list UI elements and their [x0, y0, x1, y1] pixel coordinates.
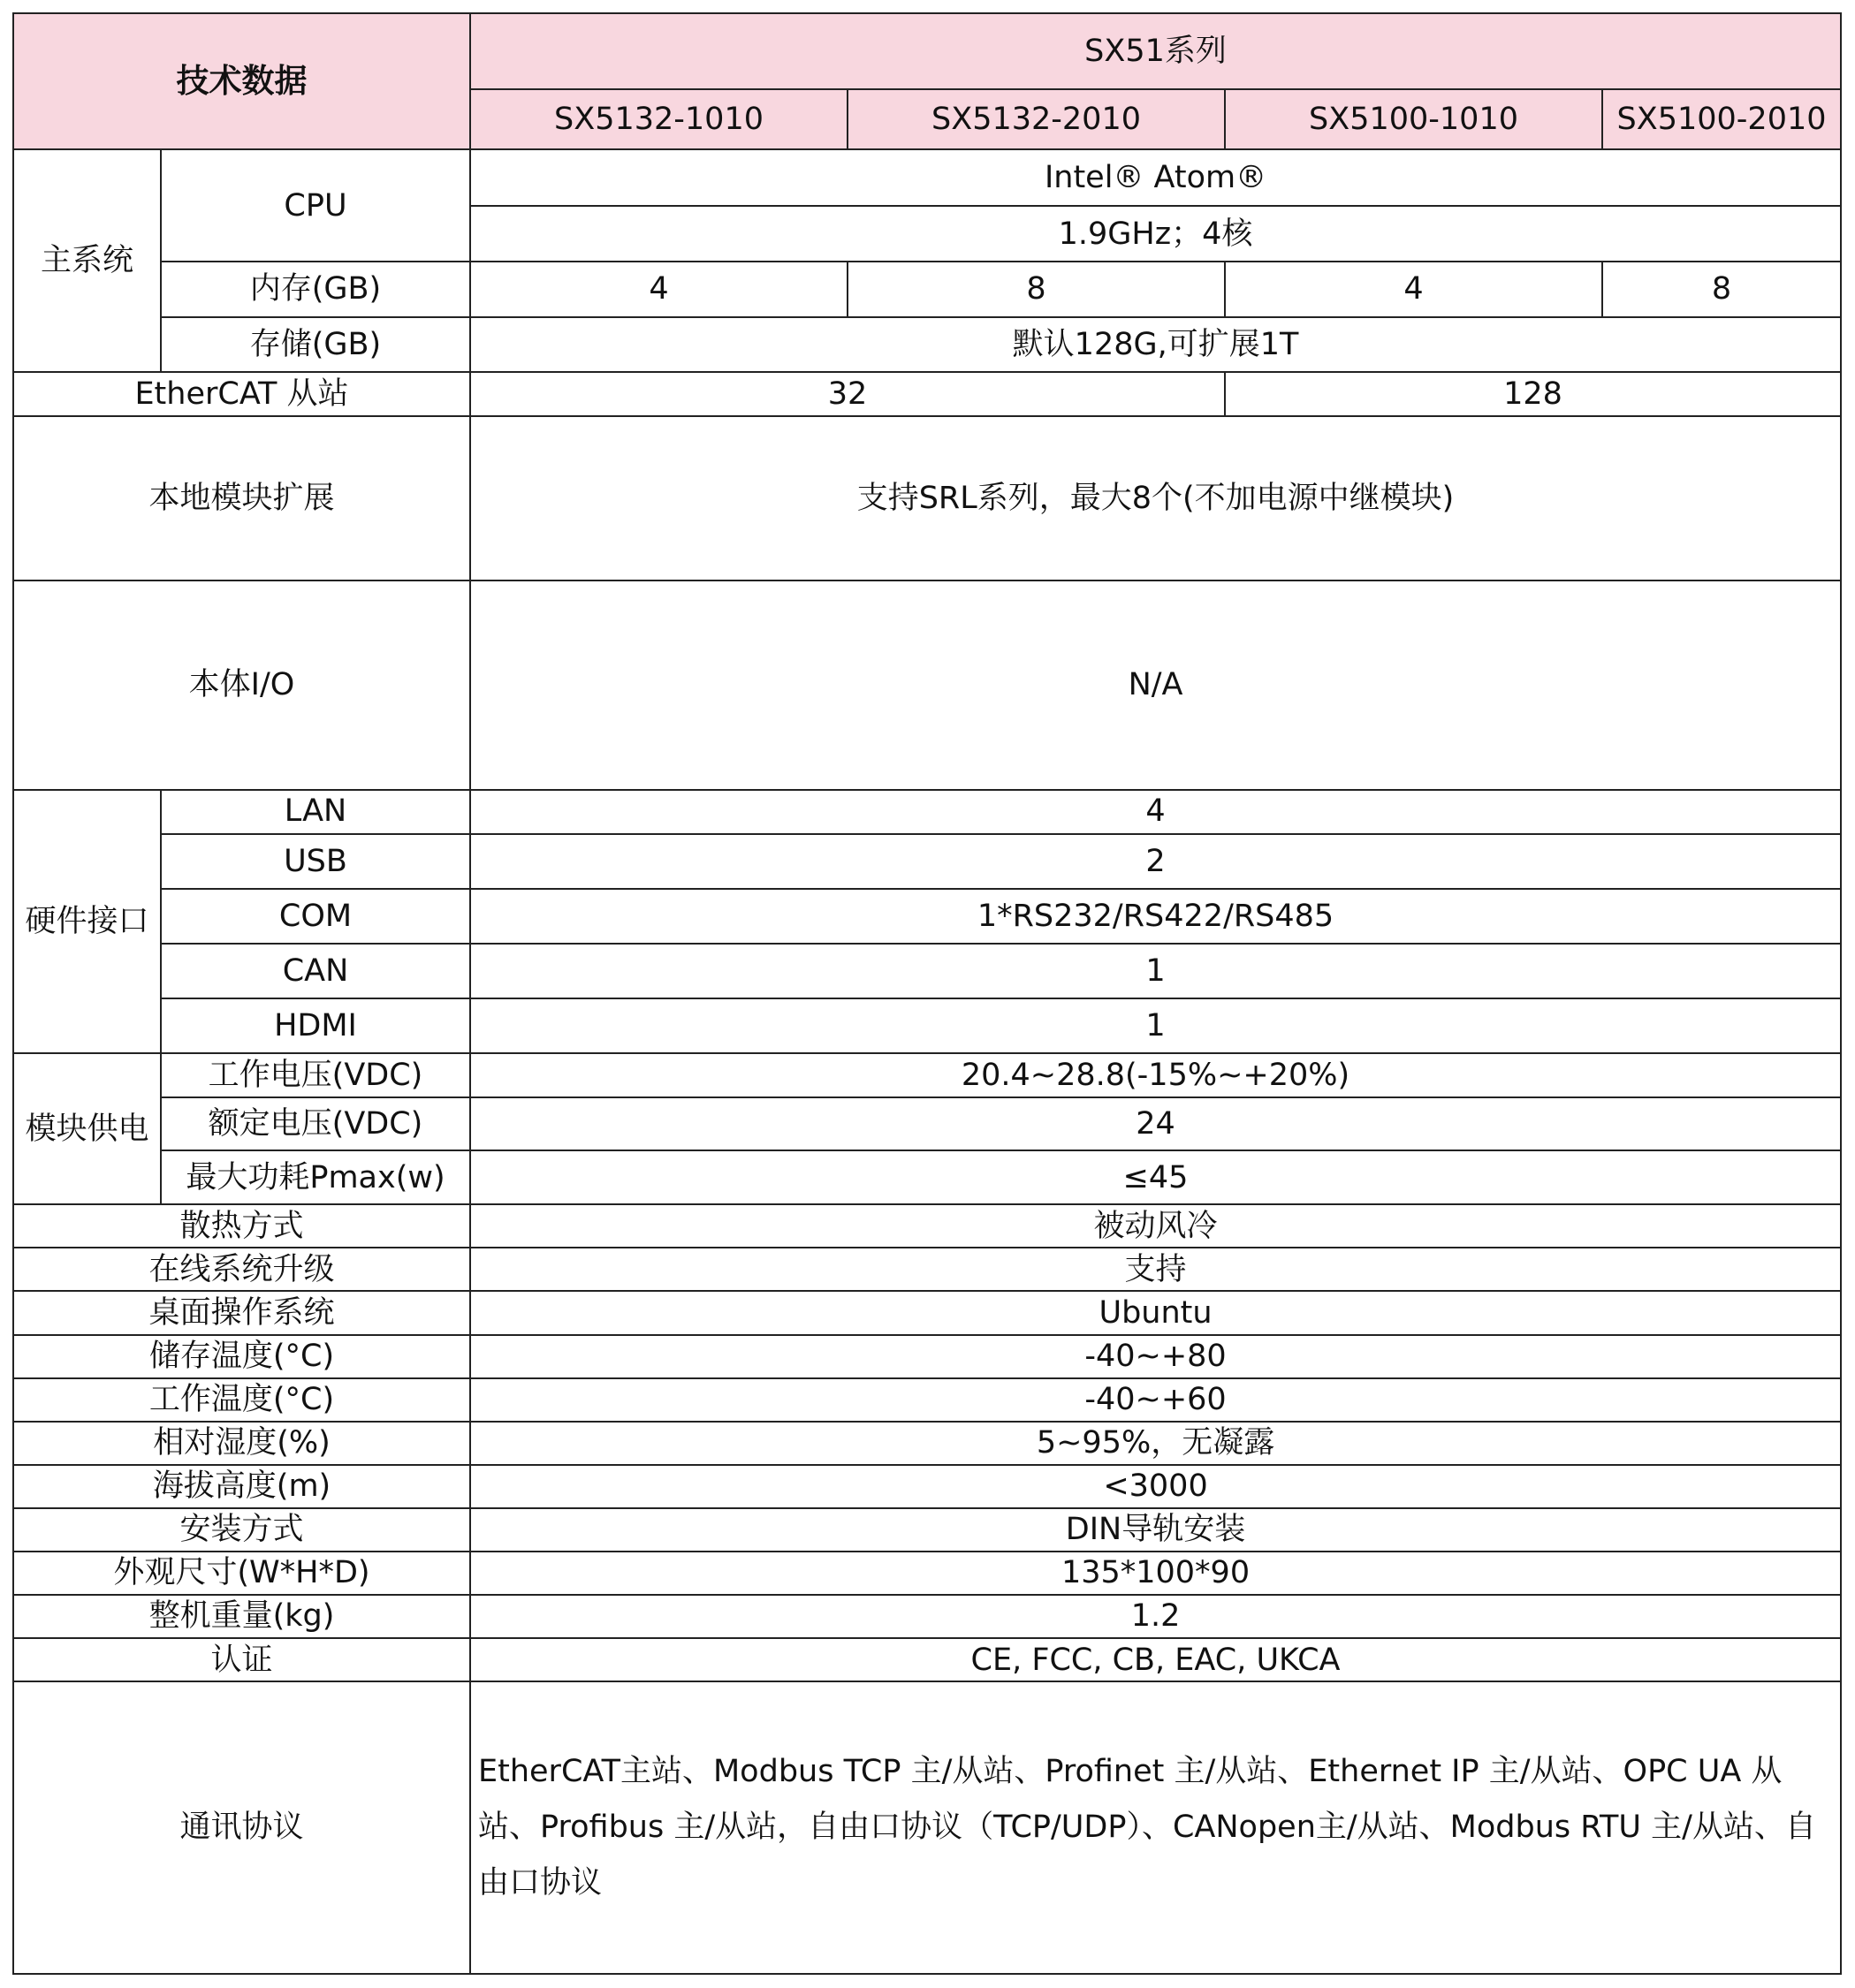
row-label: 最大功耗Pmax(w) — [161, 1150, 470, 1204]
table-row — [13, 1422, 1841, 1465]
row-label: 工作电压(VDC) — [161, 1053, 470, 1097]
row-value: 1.2 — [470, 1595, 1841, 1638]
row-value: -40~+80 — [470, 1335, 1841, 1378]
table-row — [13, 1335, 1841, 1378]
protocol-value: EtherCAT主站、Modbus TCP 主/从站、Profinet 主/从站、Ethernet IP 主/从站、OPC UA 从站、Profibus 主/从站，自由口协议（TCP/UDP）、CANopen主/从站、Modbus RTU 主/从站、自由口协议 — [470, 1681, 1841, 1974]
local-expansion-value: 支持SRL系列，最大8个(不加电源中继模块) — [470, 416, 1841, 580]
row-value: 5~95%，无凝露 — [470, 1422, 1841, 1465]
table-row — [13, 889, 1841, 944]
row-value: Ubuntu — [470, 1291, 1841, 1334]
row-label-storage: 存储(GB) — [161, 317, 470, 372]
series-name: SX51系列 — [470, 13, 1841, 89]
row-label-cpu: CPU — [161, 149, 470, 262]
row-label: 整机重量(kg) — [13, 1595, 470, 1638]
cpu-spec: 1.9GHz；4核 — [470, 206, 1841, 262]
group-label-main-system: 主系统 — [13, 149, 161, 371]
row-value: 1 — [470, 998, 1841, 1053]
row-label: 外观尺寸(W*H*D) — [13, 1552, 470, 1595]
table-row — [13, 372, 1841, 416]
ethercat-value: 32 — [470, 372, 1225, 416]
storage-value: 默认128G,可扩展1T — [470, 317, 1841, 372]
table-row — [13, 944, 1841, 998]
spec-table — [12, 12, 1842, 1975]
table-row — [13, 1248, 1841, 1291]
memory-value: 4 — [1225, 262, 1602, 316]
row-label: 相对湿度(%) — [13, 1422, 470, 1465]
ethercat-value: 128 — [1225, 372, 1841, 416]
row-value: 2 — [470, 834, 1841, 889]
table-row — [13, 1053, 1841, 1097]
table-row — [13, 1638, 1841, 1681]
table-row — [13, 1508, 1841, 1552]
table-row — [13, 1552, 1841, 1595]
row-label: USB — [161, 834, 470, 889]
row-value: 24 — [470, 1097, 1841, 1150]
row-value: ≤45 — [470, 1150, 1841, 1204]
table-row — [13, 1291, 1841, 1334]
row-value: DIN导轨安装 — [470, 1508, 1841, 1552]
table-title: 技术数据 — [13, 13, 470, 149]
row-label-ethercat: EtherCAT 从站 — [13, 372, 470, 416]
model-name: SX5132-1010 — [470, 89, 848, 149]
row-value: -40~+60 — [470, 1378, 1841, 1422]
table-row — [13, 1150, 1841, 1204]
row-label: 安装方式 — [13, 1508, 470, 1552]
body-io-value: N/A — [470, 580, 1841, 789]
row-value: 4 — [470, 790, 1841, 834]
row-label: LAN — [161, 790, 470, 834]
row-label: 在线系统升级 — [13, 1248, 470, 1291]
row-value: 135*100*90 — [470, 1552, 1841, 1595]
row-label-body-io: 本体I/O — [13, 580, 470, 789]
table-row — [13, 998, 1841, 1053]
table-row — [13, 262, 1841, 316]
row-label: CAN — [161, 944, 470, 998]
table-row — [13, 1378, 1841, 1422]
row-label: 储存温度(°C) — [13, 1335, 470, 1378]
row-label: 散热方式 — [13, 1204, 470, 1248]
row-value: 支持 — [470, 1248, 1841, 1291]
row-value: CE, FCC, CB, EAC, UKCA — [470, 1638, 1841, 1681]
table-row — [13, 1097, 1841, 1150]
table-row — [13, 1204, 1841, 1248]
table-row — [13, 1465, 1841, 1508]
model-name: SX5100-1010 — [1225, 89, 1602, 149]
group-label-hardware: 硬件接口 — [13, 790, 161, 1054]
memory-value: 4 — [470, 262, 848, 316]
row-label: 桌面操作系统 — [13, 1291, 470, 1334]
table-row — [13, 149, 1841, 206]
memory-value: 8 — [1602, 262, 1841, 316]
row-label: COM — [161, 889, 470, 944]
row-label: 工作温度(°C) — [13, 1378, 470, 1422]
table-row — [13, 1681, 1841, 1974]
row-value: <3000 — [470, 1465, 1841, 1508]
model-name: SX5100-2010 — [1602, 89, 1841, 149]
row-label: 认证 — [13, 1638, 470, 1681]
row-label-protocol: 通讯协议 — [13, 1681, 470, 1974]
row-value: 被动风冷 — [470, 1204, 1841, 1248]
header-row-series — [13, 13, 1841, 89]
row-label: 海拔高度(m) — [13, 1465, 470, 1508]
row-value: 1 — [470, 944, 1841, 998]
table-row — [13, 790, 1841, 834]
row-label: 额定电压(VDC) — [161, 1097, 470, 1150]
row-label-memory: 内存(GB) — [161, 262, 470, 316]
cpu-model: Intel® Atom® — [470, 149, 1841, 206]
row-label-local-expansion: 本地模块扩展 — [13, 416, 470, 580]
table-row — [13, 416, 1841, 580]
group-label-power: 模块供电 — [13, 1053, 161, 1204]
row-value: 20.4~28.8(-15%~+20%) — [470, 1053, 1841, 1097]
table-row — [13, 317, 1841, 372]
model-name: SX5132-2010 — [848, 89, 1225, 149]
table-row — [13, 1595, 1841, 1638]
memory-value: 8 — [848, 262, 1225, 316]
table-row — [13, 580, 1841, 789]
row-value: 1*RS232/RS422/RS485 — [470, 889, 1841, 944]
row-label: HDMI — [161, 998, 470, 1053]
table-row — [13, 834, 1841, 889]
